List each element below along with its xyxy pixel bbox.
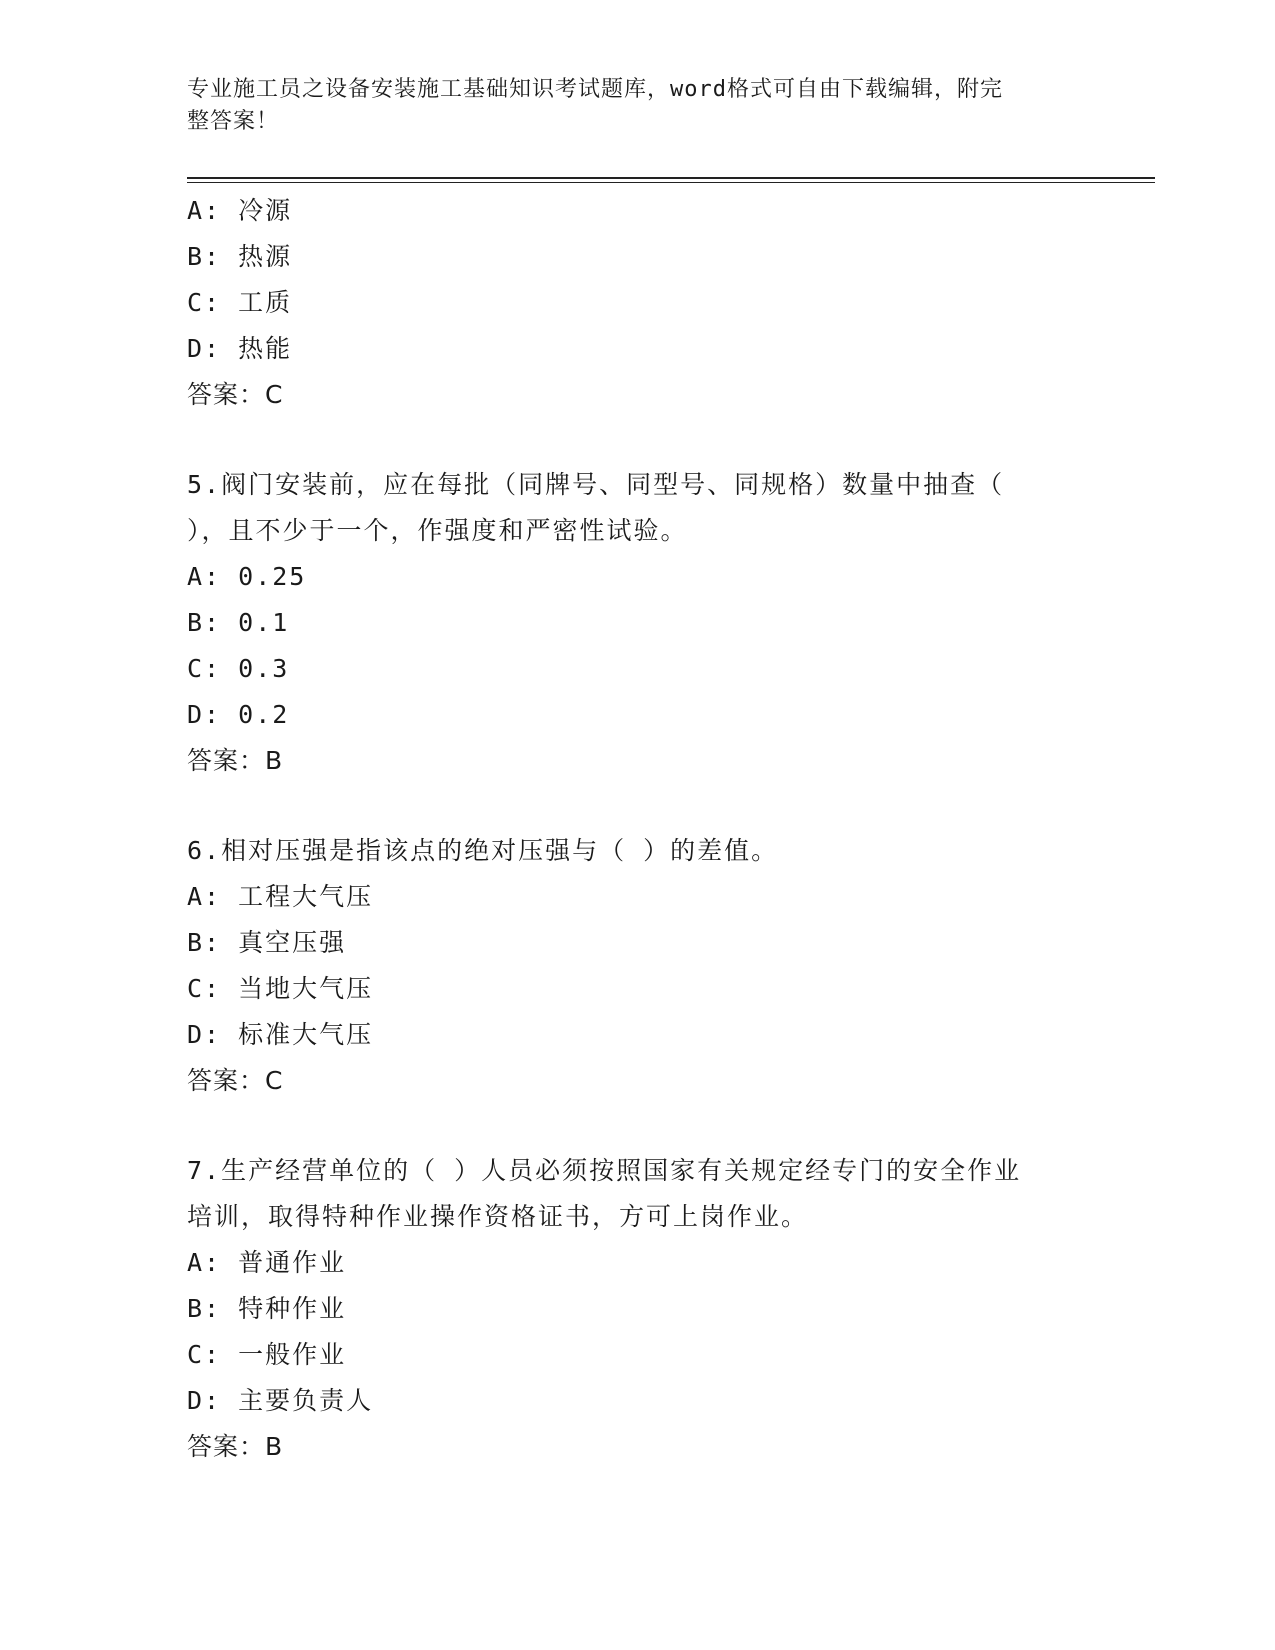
answer-line: 答案：C [187,380,284,409]
question-list [187,188,1087,1470]
option-d: D: 热能 [187,334,293,363]
answer-line: 答案：B [187,1432,284,1461]
question-line: 培训，取得特种作业操作资格证书，方可上岗作业。 [187,1202,809,1231]
question-line: 7.生产经营单位的（ ）人员必须按照国家有关规定经专门的安全作业 [187,1156,1022,1185]
document-header [187,74,1077,138]
question-line: 5.阀门安装前，应在每批（同牌号、同型号、同规格）数量中抽查（ [187,470,1005,499]
question-text [187,1148,1087,1240]
option-d: D: 0.2 [187,700,290,729]
option-b: B: 特种作业 [187,1294,347,1323]
question-block-5 [187,462,1087,784]
option-b: B: 0.1 [187,608,290,637]
spacer [187,418,1087,462]
question-block-4 [187,188,1087,418]
option-d: D: 标准大气压 [187,1020,374,1049]
option-a: A: 冷源 [187,196,293,225]
option-d: D: 主要负责人 [187,1386,374,1415]
option-c: C: 当地大气压 [187,974,374,1003]
answer-line: 答案：B [187,746,284,775]
option-a: A: 普通作业 [187,1248,347,1277]
question-line: ），且不少于一个，作强度和严密性试验。 [187,516,688,545]
option-a: A: 工程大气压 [187,882,374,911]
question-text [187,828,1087,874]
option-c: C: 工质 [187,288,293,317]
header-title-line-1: 专业施工员之设备安装施工基础知识考试题库，word格式可自由下载编辑，附完 [187,77,1003,102]
option-a: A: 0.25 [187,562,307,591]
header-divider [187,177,1155,183]
answer-line: 答案：C [187,1066,284,1095]
spacer [187,784,1087,828]
question-text [187,462,1087,554]
question-block-6 [187,828,1087,1104]
option-b: B: 热源 [187,242,293,271]
option-b: B: 真空压强 [187,928,347,957]
spacer [187,1104,1087,1148]
option-c: C: 一般作业 [187,1340,347,1369]
header-title-line-2: 整答案！ [187,109,280,134]
option-c: C: 0.3 [187,654,290,683]
question-block-7 [187,1148,1087,1470]
question-line: 6.相对压强是指该点的绝对压强与（ ）的差值。 [187,836,779,865]
